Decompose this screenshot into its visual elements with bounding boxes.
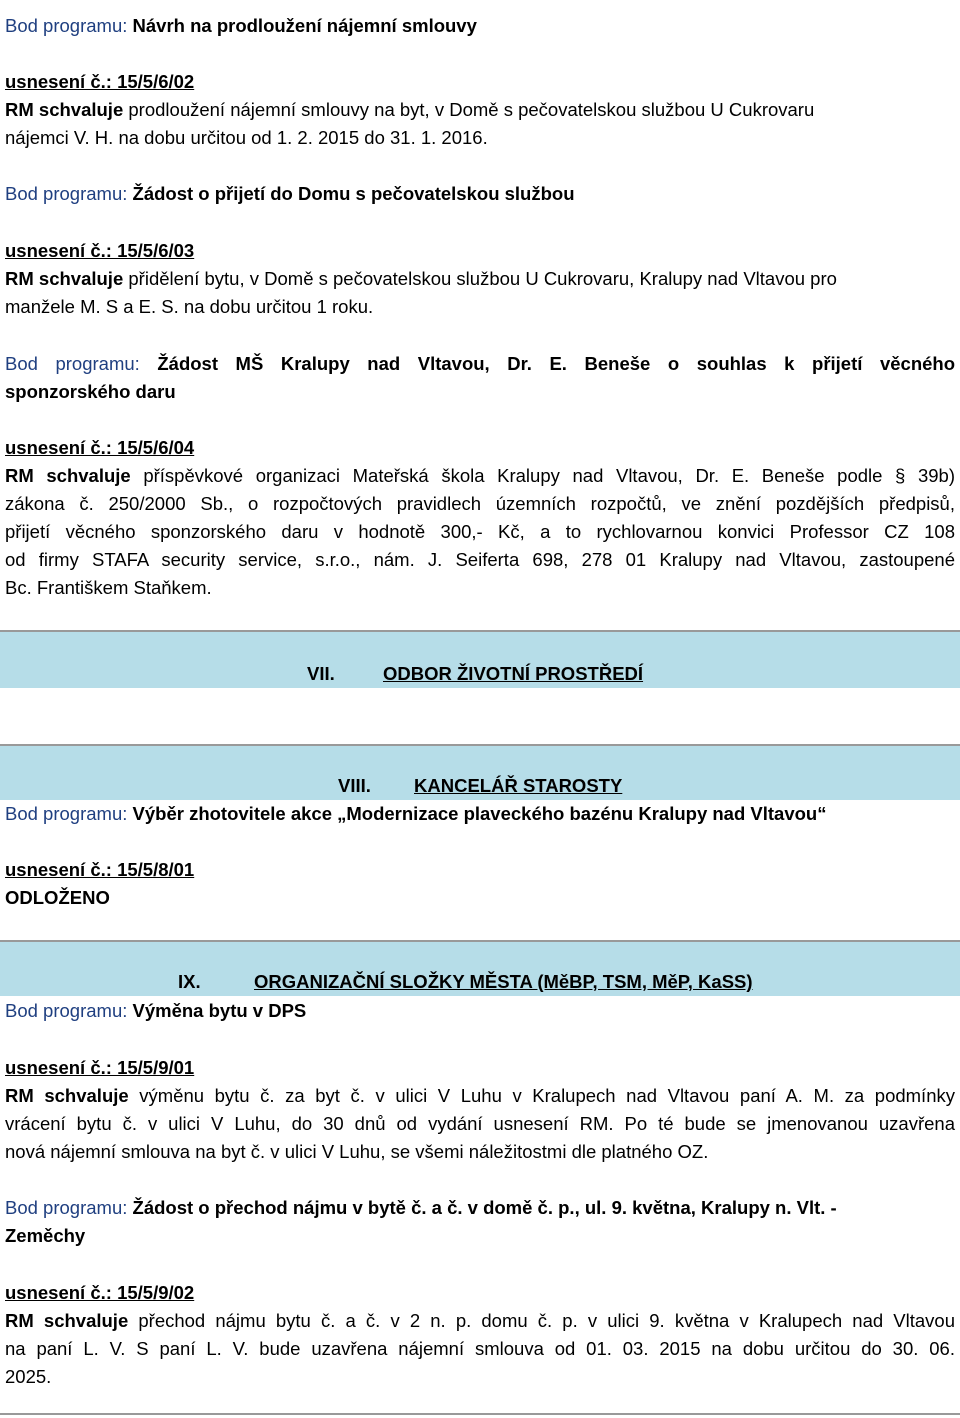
bottom-rule (0, 1413, 960, 1415)
rm-schvaluje: RM schvaluje (5, 99, 124, 120)
usneseni-number: usnesení č.: 15/5/9/01 (5, 1057, 195, 1078)
odlozeno-status: ODLOŽENO (5, 887, 110, 908)
bod-label: Bod programu (5, 1000, 123, 1021)
resolution-4 (5, 856, 955, 912)
resolution-6 (5, 1279, 955, 1391)
agenda-item-5: Bod programu: Výměna bytu v DPS (5, 1000, 307, 1021)
agenda-item-6: Bod programu: Žádost o přechod nájmu v bytě č. a č. v domě č. p., ul. 9. května, Kralupy n. Vlt. - Zeměchy (5, 1194, 955, 1250)
bod-title: Výměna bytu v DPS (132, 1000, 307, 1021)
usneseni-number: usnesení č.: 15/5/6/02 (5, 71, 195, 92)
section-title: ORGANIZAČNÍ SLOŽKY MĚSTA (MěBP, TSM, MěP, KaSS) (254, 971, 753, 992)
resolution-5 (5, 1054, 955, 1166)
section-title: KANCELÁŘ STAROSTY (414, 775, 623, 796)
resolution-text: přijetí věcného sponzorského daru v hodnotě 300,- Kč, a to rychlovarnou konvici Professor CZ 108 (5, 521, 955, 542)
resolution-text: manžele M. S a E. S. na dobu určitou 1 roku. (5, 296, 374, 317)
resolution-text: přechod nájmu bytu č. a č. v 2 n. p. domu č. p. v ulici 9. května v Kralupech nad Vltavou (128, 1310, 955, 1331)
section-heading-ix (178, 968, 753, 996)
usneseni-number: usnesení č.: 15/5/6/04 (5, 437, 195, 458)
bod-title: Žádost o přijetí do Domu s pečovatelskou službou (132, 183, 575, 204)
resolution-text: přidělení bytu, v Domě s pečovatelskou službou U Cukrovaru, Kralupy nad Vltavou pro (123, 268, 837, 289)
rm-schvaluje: RM schvaluje (5, 1085, 129, 1106)
bod-title: Výběr zhotovitele akce „Modernizace plaveckého bazénu Kralupy nad Vltavou“ (132, 803, 827, 824)
resolution-text: na paní L. V. S paní L. V. bude uzavřena nájemní smlouva od 01. 03. 2015 na dobu určitou do 30. 06. (5, 1338, 955, 1359)
usneseni-number: usnesení č.: 15/5/8/01 (5, 859, 195, 880)
resolution-text: Bc. Františkem Staňkem. (5, 577, 212, 598)
resolution-text: nová nájemní smlouva na byt č. v ulici V Luhu, se všemi náležitostmi dle platného OZ. (5, 1141, 709, 1162)
resolution-text: příspěvkové organizaci Mateřská škola Kralupy nad Vltavou, Dr. E. Beneše podle § 39b) (130, 465, 955, 486)
agenda-item-2: Bod programu: Žádost o přijetí do Domu s pečovatelskou službou (5, 183, 575, 204)
rm-schvaluje: RM schvaluje (5, 268, 124, 289)
resolution-text: vrácení bytu č. v ulici V Luhu, do 30 dnů od vydání usnesení RM. Po té bude se jmenovanou uzavřena (5, 1113, 955, 1134)
resolution-text: zákona č. 250/2000 Sb., o rozpočtových pravidlech územních rozpočtů, ve znění pozdějších předpisů, (5, 493, 955, 514)
resolution-text: prodloužení nájemní smlouvy na byt, v Domě s pečovatelskou službou U Cukrovaru (123, 99, 815, 120)
bod-label: Bod programu (5, 15, 123, 36)
bod-label: Bod programu (5, 1197, 123, 1218)
resolution-2 (5, 237, 955, 321)
section-number: IX. (178, 971, 201, 992)
usneseni-number: usnesení č.: 15/5/9/02 (5, 1282, 195, 1303)
agenda-item-1: Bod programu: Návrh na prodloužení nájemní smlouvy (5, 15, 477, 36)
bod-title: sponzorského daru (5, 381, 176, 402)
bod-title: Žádost MŠ Kralupy nad Vltavou, Dr. E. Beneše o souhlas k přijetí věcného (157, 353, 956, 374)
bod-label: Bod programu (5, 183, 123, 204)
usneseni-number: usnesení č.: 15/5/6/03 (5, 240, 195, 261)
section-number: VII. (307, 663, 335, 684)
bod-title: Zeměchy (5, 1225, 86, 1246)
agenda-item-4: Bod programu: Výběr zhotovitele akce „Modernizace plaveckého bazénu Kralupy nad Vltavou“ (5, 803, 827, 824)
section-title: ODBOR ŽIVOTNÍ PROSTŘEDÍ (383, 663, 644, 684)
section-heading-viii (338, 772, 622, 800)
resolution-text: 2025. (5, 1366, 52, 1387)
bod-title: Žádost o přechod nájmu v bytě č. a č. v domě č. p., ul. 9. května, Kralupy n. Vlt. - (132, 1197, 837, 1218)
bod-label: Bod programu (5, 353, 135, 374)
resolution-text: od firmy STAFA security service, s.r.o., nám. J. Seiferta 698, 278 01 Kralupy nad Vltavou, zastoupené (5, 549, 955, 570)
resolution-text: výměnu bytu č. za byt č. v ulici V Luhu v Kralupech nad Vltavou paní A. M. za podmínky (128, 1085, 955, 1106)
section-heading-vii (307, 660, 643, 688)
resolution-3 (5, 434, 955, 602)
rm-schvaluje: RM schvaluje (5, 465, 131, 486)
section-number: VIII. (338, 775, 371, 796)
bod-title: Návrh na prodloužení nájemní smlouvy (132, 15, 477, 36)
resolution-1 (5, 68, 955, 152)
bod-label: Bod programu (5, 803, 123, 824)
agenda-item-3: Bod programu: Žádost MŠ Kralupy nad Vltavou, Dr. E. Beneše o souhlas k přijetí věcného sponzorského daru (5, 350, 955, 406)
rm-schvaluje: RM schvaluje (5, 1310, 129, 1331)
resolution-text: nájemci V. H. na dobu určitou od 1. 2. 2015 do 31. 1. 2016. (5, 127, 488, 148)
